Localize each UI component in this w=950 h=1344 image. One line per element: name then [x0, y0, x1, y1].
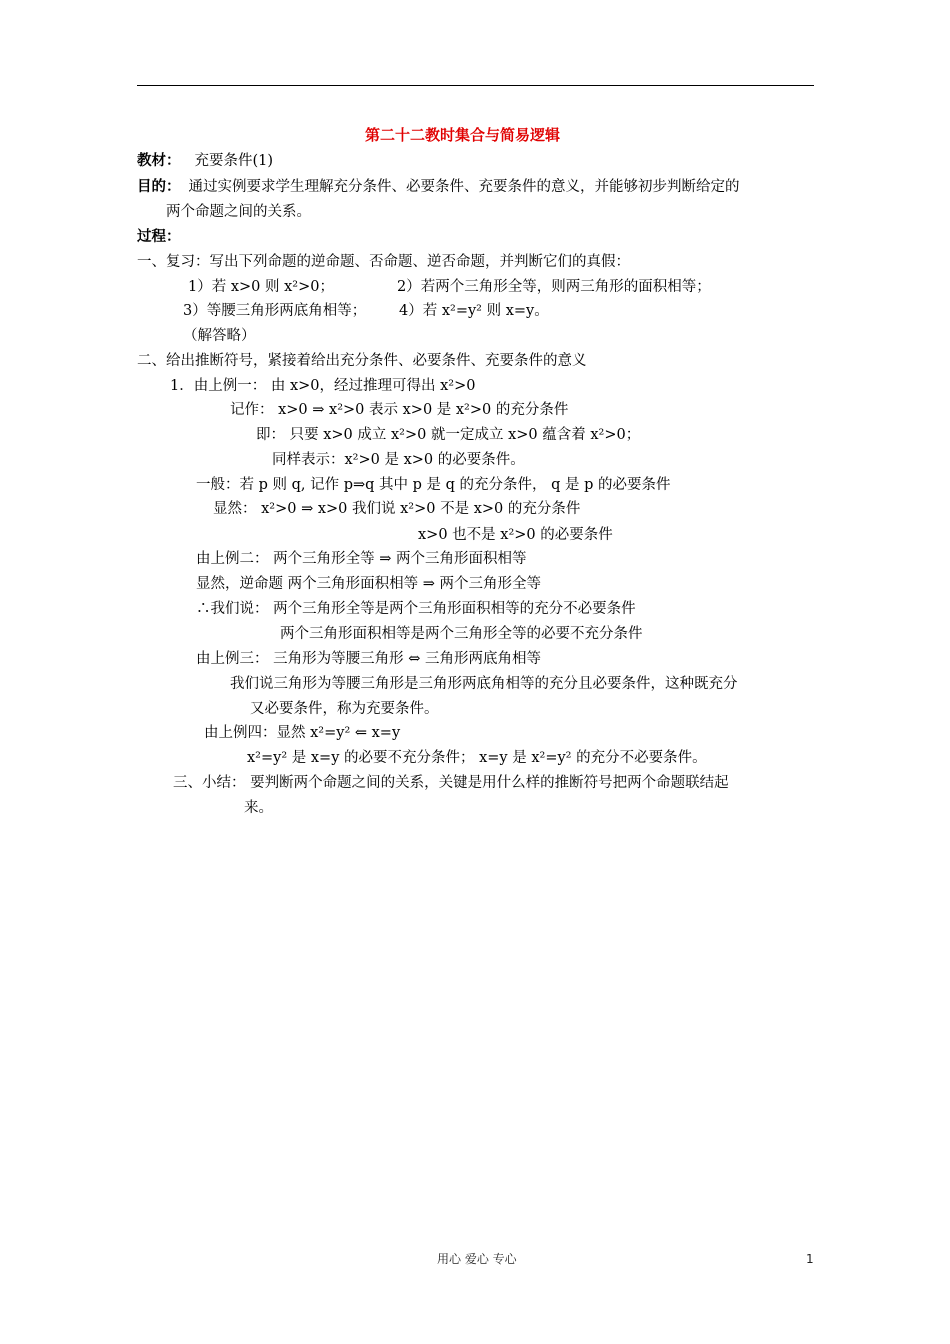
goal-label: 目的：: [137, 179, 181, 195]
document-title: 第二十二教时集合与简易逻辑: [365, 126, 561, 144]
material-line: [137, 151, 273, 171]
section2-line-13: 我们说三角形为等腰三角形是三角形两底角相等的充分且必要条件，这种既充分: [230, 676, 738, 692]
section2-line-15: 由上例四：显然 x²=y² ⇐ x=y: [204, 725, 401, 741]
review-item-4: 4）若 x²=y² 则 x=y。: [399, 303, 549, 319]
goal-line-2: 两个命题之间的关系。: [166, 204, 311, 220]
section2-line-4: 同样表示：x²>0 是 x>0 的必要条件。: [272, 452, 525, 468]
section2-line-1: 1．由上例一： 由 x>0，经过推理可得出 x²>0: [170, 378, 476, 394]
section2-line-6: 显然： x²>0 ⇒ x>0 我们说 x²>0 不是 x>0 的充分条件: [213, 501, 581, 517]
summary-line-2: 来。: [244, 800, 273, 816]
section2-line-10: ∴我们说： 两个三角形全等是两个三角形面积相等的充分不必要条件: [196, 601, 636, 617]
section2-line-9: 显然，逆命题 两个三角形面积相等 ⇒ 两个三角形全等: [196, 576, 541, 592]
section2-line-12: 由上例三： 三角形为等腰三角形 ⇔ 三角形两底角相等: [196, 651, 541, 667]
section2-line-14: 又必要条件，称为充要条件。: [250, 701, 439, 717]
footer-text: 用心 爱心 专心: [437, 1252, 517, 1266]
page-number: 1: [806, 1252, 814, 1266]
goal-text-1: 通过实例要求学生理解充分条件、必要条件、充要条件的意义，并能够初步判断给定的: [188, 179, 740, 195]
section2-line-8: 由上例二： 两个三角形全等 ⇒ 两个三角形面积相等: [196, 551, 527, 567]
section2-line-5: 一般：若 p 则 q, 记作 p⇒q 其中 p 是 q 的充分条件， q 是 p 的必要条件: [196, 477, 671, 493]
goal-line-1: [137, 177, 740, 197]
section2-line-11: 两个三角形面积相等是两个三角形全等的必要不充分条件: [280, 626, 643, 642]
summary-line-1: 三、小结： 要判断两个命题之间的关系，关键是用什么样的推断符号把两个命题联结起: [173, 775, 729, 791]
material-text: 充要条件(1): [194, 153, 274, 169]
review-heading: 一、复习：写出下列命题的逆命题、否命题、逆否命题，并判断它们的真假：: [137, 254, 630, 270]
section2-line-3: 即： 只要 x>0 成立 x²>0 就一定成立 x>0 蕴含着 x²>0；: [256, 427, 641, 443]
review-answer: （解答略）: [183, 328, 256, 344]
material-label: 教材：: [137, 153, 181, 169]
section2-line-2: 记作： x>0 ⇒ x²>0 表示 x>0 是 x²>0 的充分条件: [230, 402, 569, 418]
section2-heading: 二、给出推断符号，紧接着给出充分条件、必要条件、充要条件的意义: [137, 353, 587, 369]
review-item-1: 1）若 x>0 则 x²>0；: [188, 279, 334, 295]
section2-line-16: x²=y² 是 x=y 的必要不充分条件； x=y 是 x²=y² 的充分不必要条件。: [247, 750, 707, 766]
section2-line-7: x>0 也不是 x²>0 的必要条件: [418, 527, 613, 543]
review-item-3: 3）等腰三角形两底角相等；: [183, 303, 367, 319]
review-item-2: 2）若两个三角形全等，则两三角形的面积相等；: [397, 279, 711, 295]
header-rule: [137, 85, 814, 86]
process-label: 过程：: [137, 229, 181, 245]
